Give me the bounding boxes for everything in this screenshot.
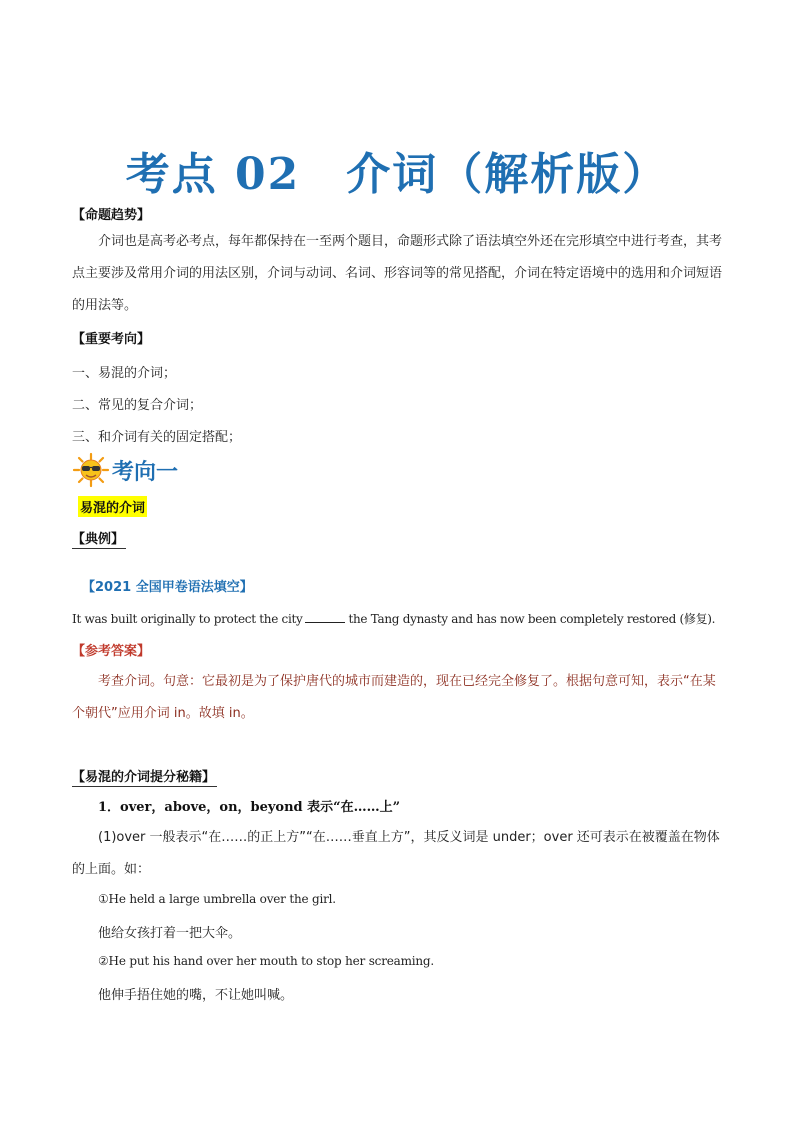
direction-item-1: 一、易混的介词； — [72, 366, 177, 381]
exam-source-tag: 【2021 全国甲卷语法填空】 — [82, 580, 253, 595]
example-translation-1: 他给女孩打着一把大伞。 — [98, 926, 242, 941]
answer-paragraph: 考查介词。句意：它最初是为了保护唐代的城市而建造的，现在已经完全修复了。根据句意可知，表示“在某个朝代”应用介词 in。故填 in。 — [72, 674, 716, 721]
kaoxiang-label: 考向一 — [112, 458, 179, 485]
example-translation-2: 他伸手捂住她的嘴，不让她叫喊。 — [98, 988, 294, 1003]
page-title — [0, 138, 794, 202]
example-sentence-2: ②He put his hand over her mouth to stop her screaming. — [98, 954, 435, 968]
trend-paragraph: 介词也是高考必考点，每年都保持在一至两个题目，命题形式除了语法填空外还在完形填空中进行考查，其考点主要涉及常用介词的用法区别，介词与动词、名词、形容词等的常见搭配，介词在特定语境中的选用和介词短语的用法等。 — [72, 234, 723, 313]
topic-highlight: 易混的介词 — [78, 496, 147, 517]
directions-heading: 【重要考向】 — [72, 332, 151, 347]
point-1-paragraph: (1)over 一般表示“在……的正上方”“在……垂直上方”，其反义词是 under；over 还可表示在被覆盖在物体的上面。如： — [72, 830, 720, 877]
example-sentence-1: ①He held a large umbrella over the girl. — [98, 892, 336, 906]
sun-with-sunglasses-icon — [72, 452, 110, 488]
example-heading: 【典例】 — [72, 528, 126, 549]
direction-item-3: 三、和介词有关的固定搭配； — [72, 430, 242, 445]
tips-heading: 【易混的介词提分秘籍】 — [72, 766, 217, 787]
point-1-title: 1．over，above，on，beyond 表示“在……上” — [98, 800, 401, 815]
title-code: 考点 02 — [125, 149, 301, 200]
trend-heading: 【命题趋势】 — [72, 208, 151, 223]
kaoxiang-header — [72, 452, 178, 488]
title-name: 介词（解析版） — [346, 149, 669, 200]
answer-heading: 【参考答案】 — [72, 644, 151, 659]
direction-item-2: 二、常见的复合介词； — [72, 398, 203, 413]
answer-blank — [305, 612, 345, 623]
example-sentence: It was built originally to protect the city the Tang dynasty and has now been completely restored (修复). — [72, 612, 716, 626]
